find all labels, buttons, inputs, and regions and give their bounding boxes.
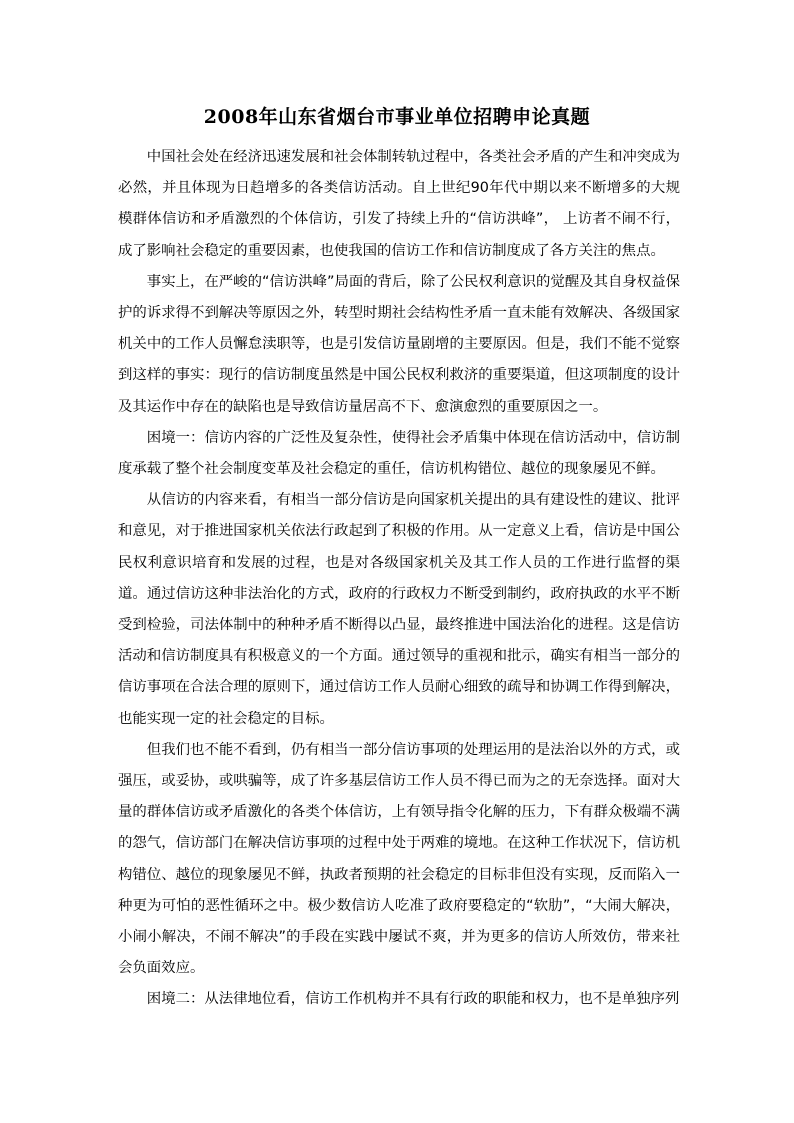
paragraph-5: 但我们也不能不看到，仍有相当一部分信访事项的处理运用的是法治以外的方式，或强压，或妥协，或哄骗等，成了许多基层信访工作人员不得已而为之的无奈选择。面对大量的群体信访或矛盾激化的各类个体信访，上有领导指令化解的压力，下有群众极端不满的怨气，信访部门在解决信访事项的过程中处于两难的境地。在这种工作状况下，信访机构错位、越位的现象屡见不鲜，执政者预期的社会稳定的目标非但没有实现，反而陷入一种更为可怕的恶性循环之中。极少数信访人吃准了政府要稳定的“软肋”，“大闹大解决，小闹小解决，不闹不解决”的手段在实践中屡试不爽，并为更多的信访人所效仿，带来社会负面效应。	[118, 741, 680, 977]
paragraph-1: 中国社会处在经济迅速发展和社会体制转轨过程中，各类社会矛盾的产生和冲突成为必然，并且体现为日趋增多的各类信访活动。自上世纪90年代中期以来不断增多的大规模群体信访和矛盾激烈的个体信访，引发了持续上升的“信访洪峰”， 上访者不闹不行，成了影响社会稳定的重要因素，也使我国的信访工作和信访制度成了各方关注的焦点。	[118, 149, 680, 259]
paragraph-4: 从信访的内容来看，有相当一部分信访是向国家机关提出的具有建设性的建议、批评和意见，对于推进国家机关依法行政起到了积极的作用。从一定意义上看，信访是中国公民权利意识培育和发展的过程，也是对各级国家机关及其工作人员的工作进行监督的渠道。通过信访这种非法治化的方式，政府的行政权力不断受到制约，政府执政的水平不断受到检验，司法体制中的种种矛盾不断得以凸显，最终推进中国法治化的进程。这是信访活动和信访制度具有积极意义的一个方面。通过领导的重视和批示，确实有相当一部分的信访事项在合法合理的原则下，通过信访工作人员耐心细致的疏导和协调工作得到解决，也能实现一定的社会稳定的目标。	[118, 492, 680, 727]
paragraph-2: 事实上，在严峻的“信访洪峰”局面的背后，除了公民权利意识的觉醒及其自身权益保护的诉求得不到解决等原因之外，转型时期社会结构性矛盾一直未能有效解决、各级国家机关中的工作人员懈怠渎职等，也是引发信访量剧增的主要原因。但是，我们不能不觉察到这样的事实：现行的信访制度虽然是中国公民权利救济的重要渠道，但这项制度的设计及其运作中存在的缺陷也是导致信访量居高不下、愈演愈烈的重要原因之一。	[118, 273, 680, 415]
paragraph-6: 困境二：从法律地位看，信访工作机构并不具有行政的职能和权力，也不是单独序列	[146, 991, 680, 1008]
document-body	[118, 142, 680, 1016]
document-title: 2008年山东省烟台市事业单位招聘申论真题	[203, 106, 591, 128]
paragraph-3: 困境一：信访内容的广泛性及复杂性，使得社会矛盾集中体现在信访活动中，信访制度承载了整个社会制度变革及社会稳定的重任，信访机构错位、越位的现象屡见不鲜。	[118, 429, 680, 478]
